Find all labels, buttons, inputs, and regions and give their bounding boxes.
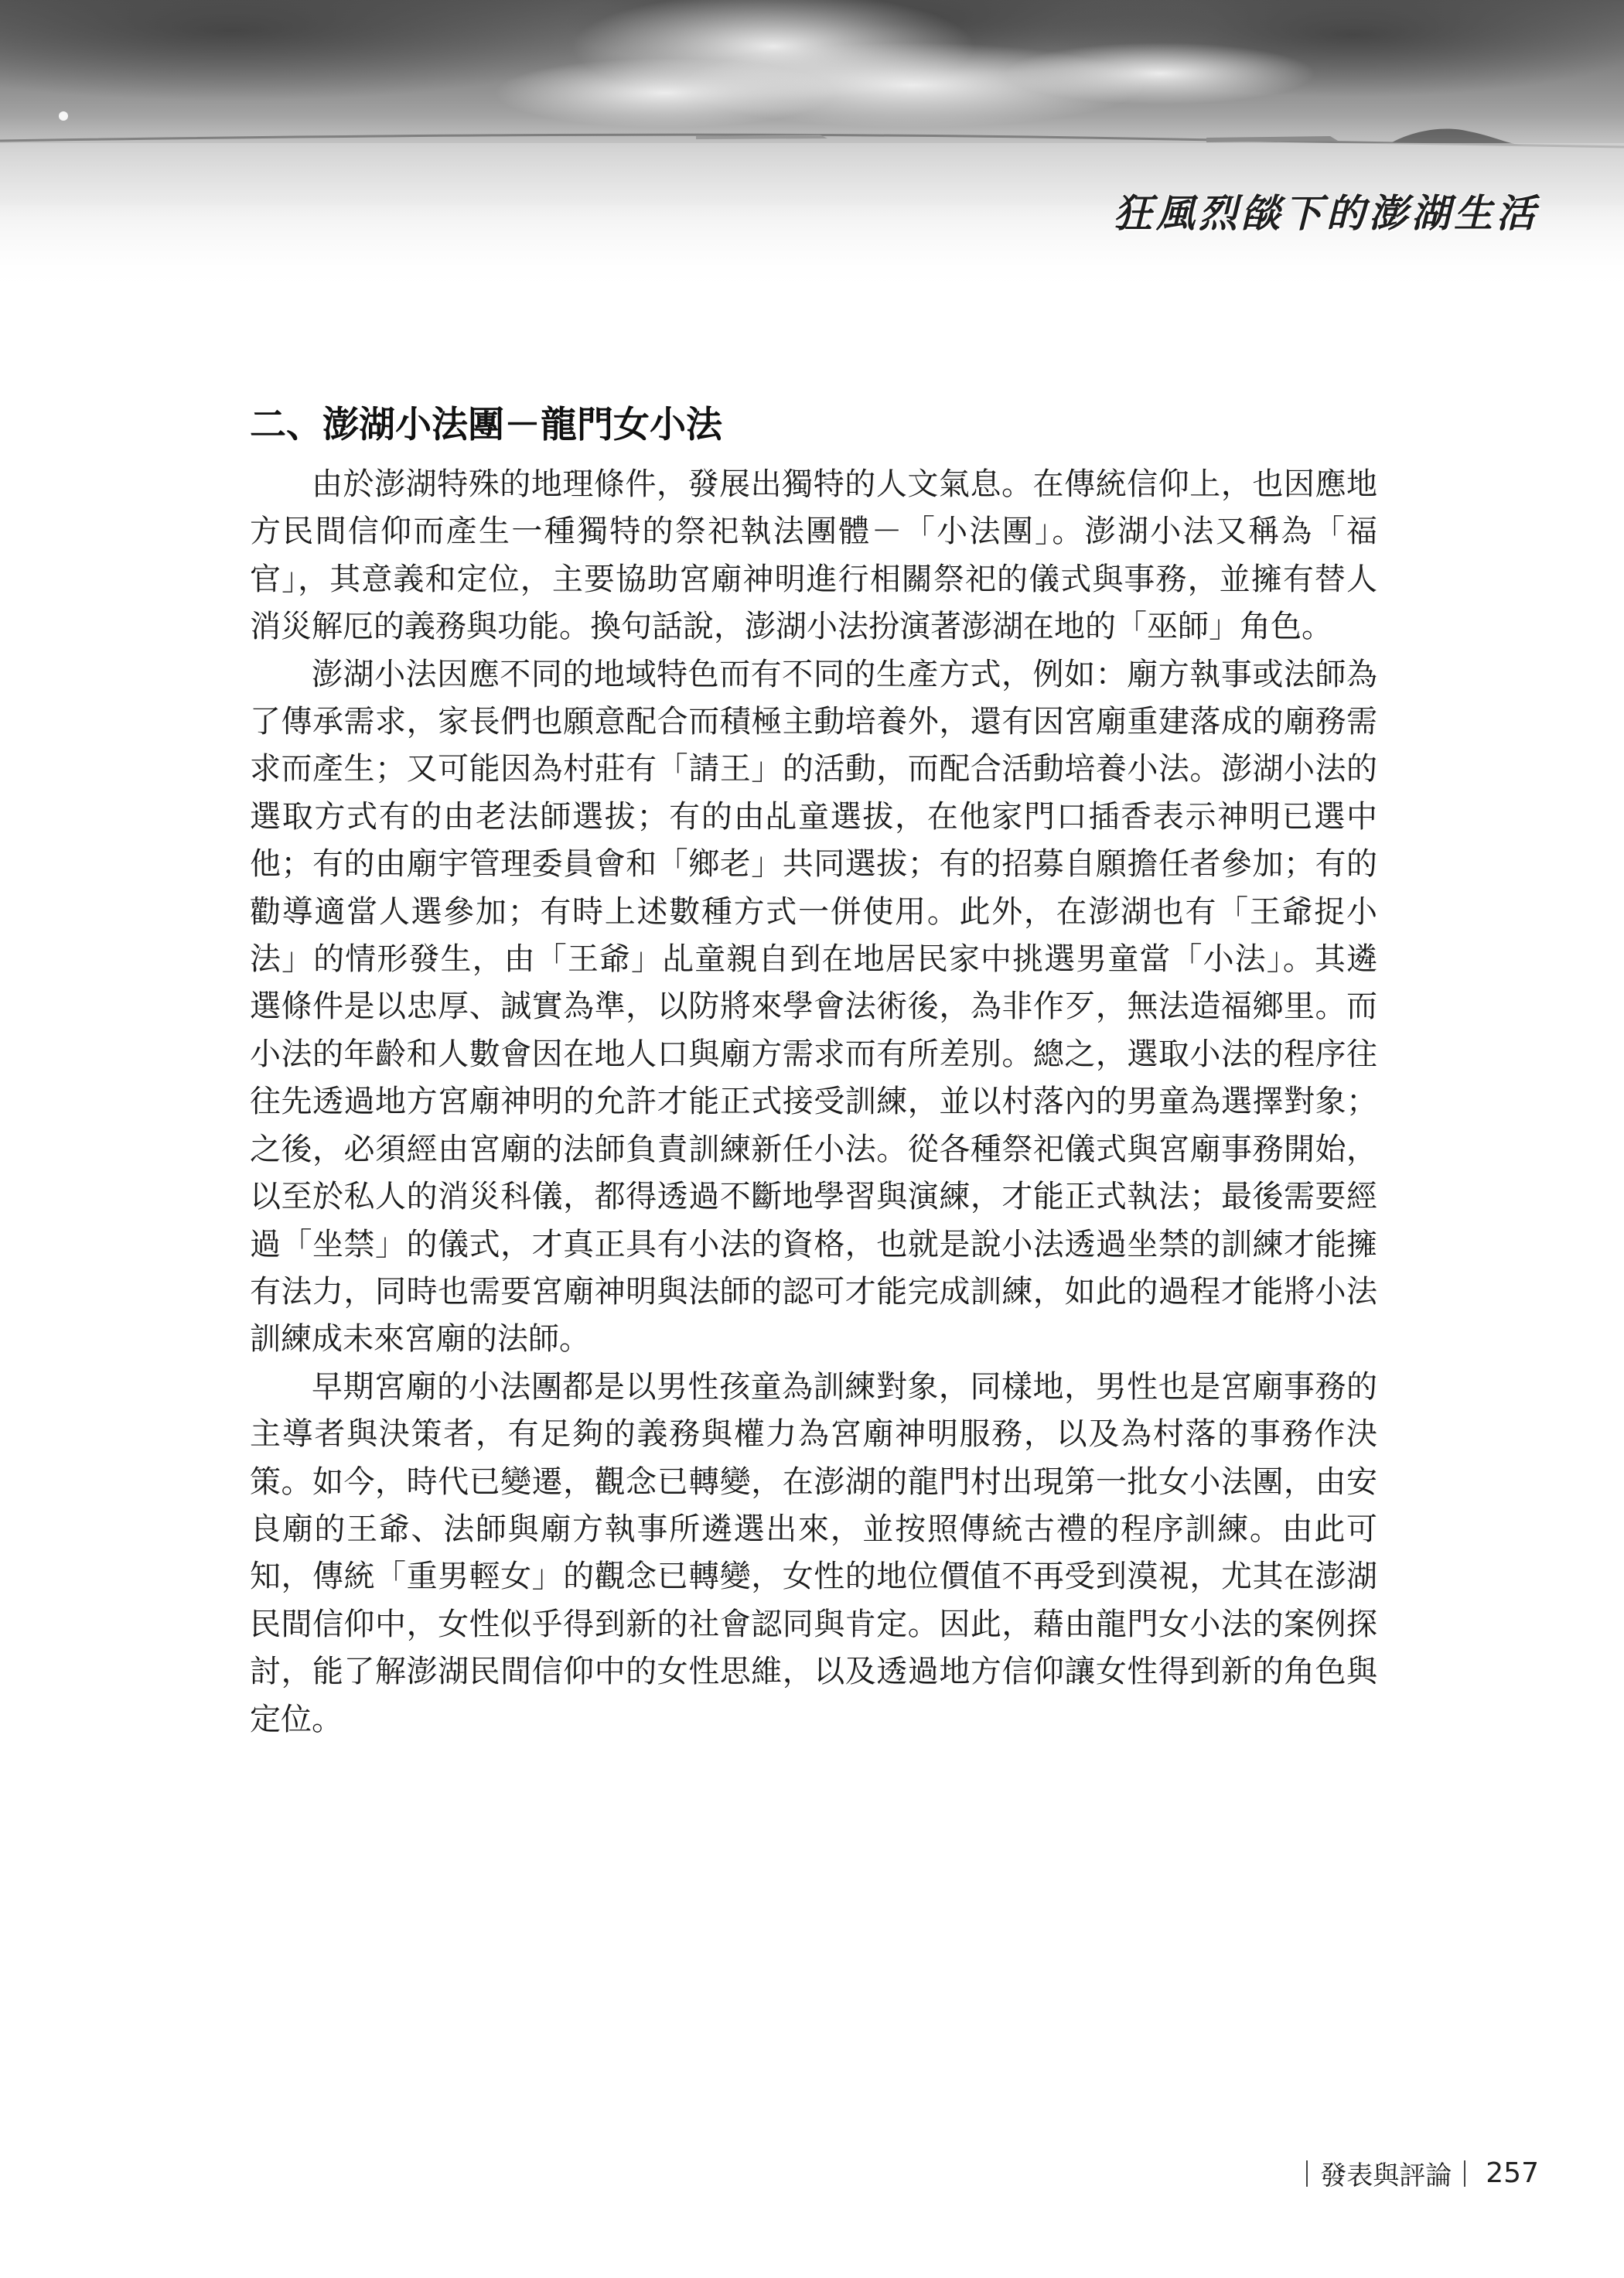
running-header-title: 狂風烈燄下的澎湖生活 [1114, 191, 1539, 236]
body-paragraph-3: 早期宮廟的小法團都是以男性孩童為訓練對象，同樣地，男性也是宮廟事務的主導者與決策者，有足夠的義務與權力為宮廟神明服務，以及為村落的事務作決策。如今，時代已變遷，觀念已轉變，在澎湖的龍門村出現第一批女小法團，由安良廟的王爺、法師與廟方執事所遴選出來，並按照傳統古禮的程序訓練。由此可知，傳統「重男輕女」的觀念已轉變，女性的地位價值不再受到漠視，尤其在澎湖民間信仰中，女性似乎得到新的社會認同與肯定。因此，藉由龍門女小法的案例探討，能了解澎湖民間信仰中的女性思維，以及透過地方信仰讓女性得到新的角色與定位。 [250, 1368, 1377, 1737]
header-seascape-banner [0, 0, 1624, 294]
section-heading: 二、澎湖小法團－龍門女小法 [250, 404, 722, 446]
seascape-image [0, 0, 1624, 294]
article-body [250, 396, 1377, 1744]
page-footer [1294, 2154, 1539, 2192]
footer-divider-left [1306, 2160, 1308, 2187]
body-paragraph-1: 由於澎湖特殊的地理條件，發展出獨特的人文氣息。在傳統信仰上，也因應地方民間信仰而產生一種獨特的祭祀執法團體－「小法團」。澎湖小法又稱為「福官」，其意義和定位，主要協助宮廟神明進行相關祭祀的儀式與事務，並擁有替人消災解厄的義務與功能。換句話說，澎湖小法扮演著澎湖在地的「巫師」角色。 [250, 466, 1377, 645]
footer-section-label: 發表與評論 [1320, 2160, 1452, 2191]
page-number: 257 [1486, 2157, 1539, 2189]
body-paragraph-2: 澎湖小法因應不同的地域特色而有不同的生產方式，例如：廟方執事或法師為了傳承需求，家長們也願意配合而積極主動培養外，還有因宮廟重建落成的廟務需求而產生；又可能因為村莊有「請王」的活動，而配合活動培養小法。澎湖小法的選取方式有的由老法師選拔；有的由乩童選拔，在他家門口插香表示神明已選中他；有的由廟宇管理委員會和「鄉老」共同選拔；有的招募自願擔任者參加；有的勸導適當人選參加；有時上述數種方式一併使用。此外，在澎湖也有「王爺捉小法」的情形發生，由「王爺」乩童親自到在地居民家中挑選男童當「小法」。其遴選條件是以忠厚、誠實為準，以防將來學會法術後，為非作歹，無法造福鄉里。而小法的年齡和人數會因在地人口與廟方需求而有所差別。總之，選取小法的程序往往先透過地方宮廟神明的允許才能正式接受訓練，並以村落內的男童為選擇對象；之後，必須經由宮廟的法師負責訓練新任小法。從各種祭祀儀式與宮廟事務開始，以至於私人的消災科儀，都得透過不斷地學習與演練，才能正式執法；最後需要經過「坐禁」的儀式，才真正具有小法的資格，也就是說小法透過坐禁的訓練才能擁有法力，同時也需要宮廟神明與法師的認可才能完成訓練，如此的過程才能將小法訓練成未來宮廟的法師。 [250, 656, 1377, 1358]
footer-divider-right [1464, 2160, 1465, 2187]
